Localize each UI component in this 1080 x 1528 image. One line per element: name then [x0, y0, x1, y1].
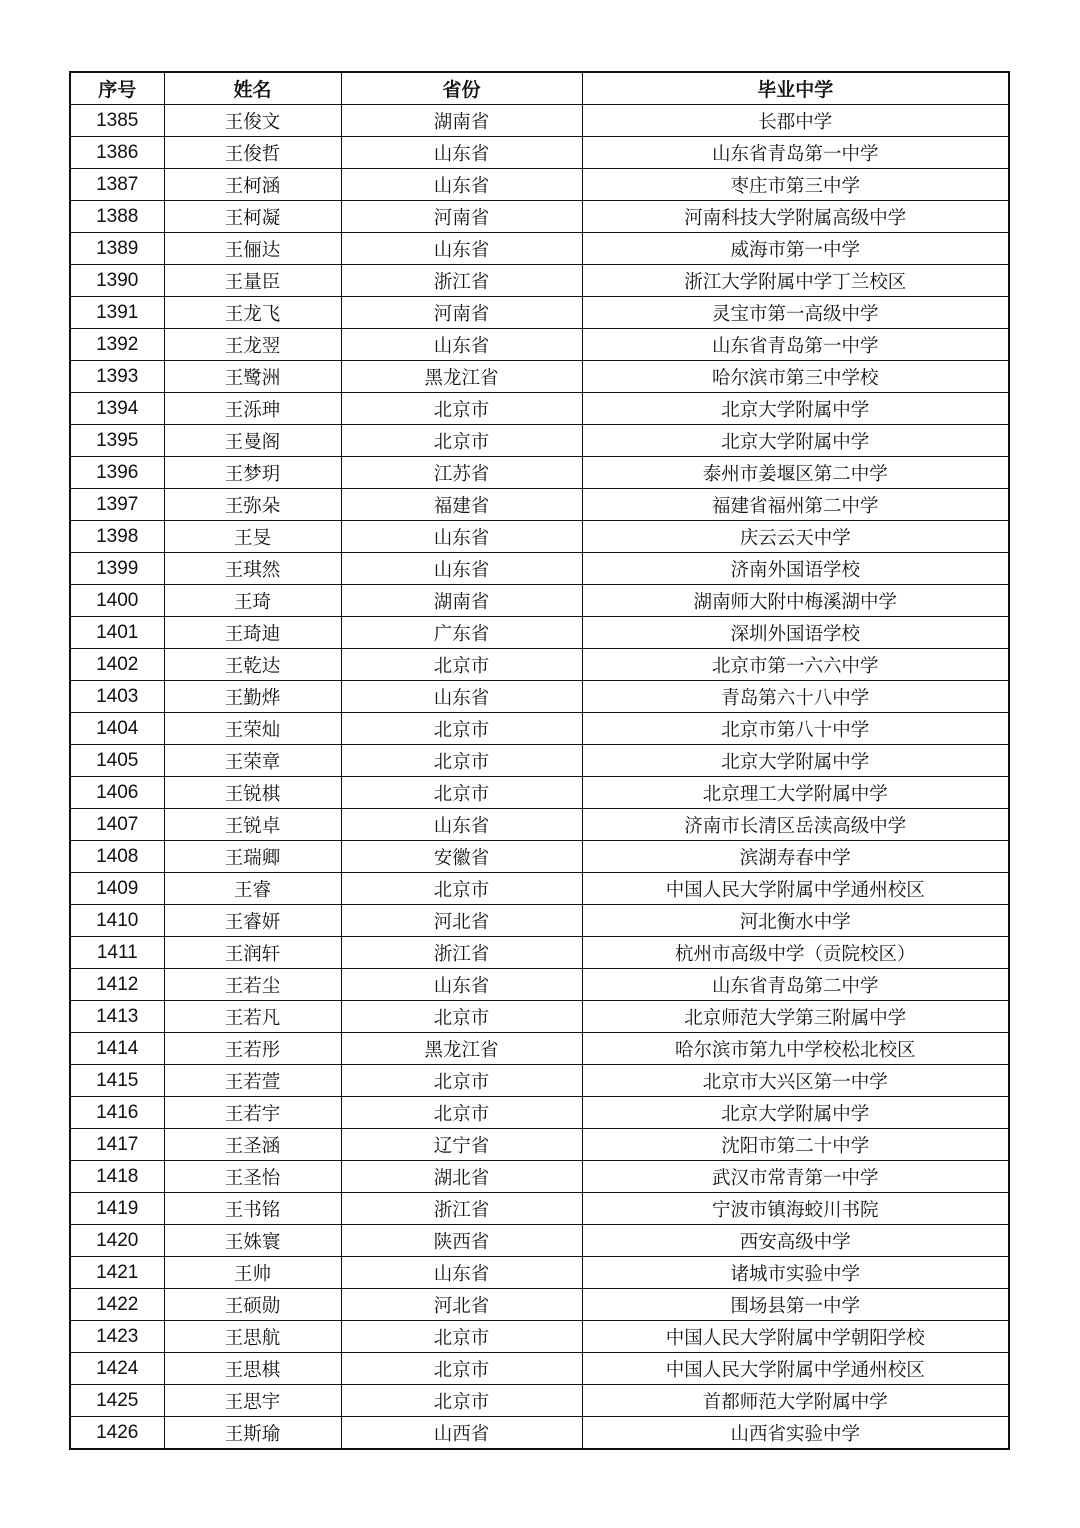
cell-serial-number: 1390	[70, 265, 164, 297]
table-row	[70, 1193, 1009, 1225]
cell-province: 浙江省	[341, 1193, 582, 1225]
cell-name: 王思航	[164, 1321, 341, 1353]
cell-serial-number: 1407	[70, 809, 164, 841]
cell-serial-number: 1411	[70, 937, 164, 969]
cell-province: 福建省	[341, 489, 582, 521]
cell-high-school: 宁波市镇海蛟川书院	[582, 1193, 1009, 1225]
cell-name: 王硕勋	[164, 1289, 341, 1321]
cell-name: 王若彤	[164, 1033, 341, 1065]
cell-province: 北京市	[341, 777, 582, 809]
cell-serial-number: 1423	[70, 1321, 164, 1353]
table-row	[70, 1129, 1009, 1161]
header-province: 省份	[341, 72, 582, 105]
cell-high-school: 福建省福州第二中学	[582, 489, 1009, 521]
cell-province: 北京市	[341, 1353, 582, 1385]
cell-high-school: 哈尔滨市第三中学校	[582, 361, 1009, 393]
cell-high-school: 山东省青岛第二中学	[582, 969, 1009, 1001]
cell-serial-number: 1399	[70, 553, 164, 585]
cell-name: 王琦	[164, 585, 341, 617]
cell-serial-number: 1394	[70, 393, 164, 425]
cell-serial-number: 1417	[70, 1129, 164, 1161]
cell-name: 王若尘	[164, 969, 341, 1001]
cell-name: 王俊哲	[164, 137, 341, 169]
cell-name: 王若萱	[164, 1065, 341, 1097]
cell-serial-number: 1400	[70, 585, 164, 617]
cell-province: 湖南省	[341, 105, 582, 137]
cell-serial-number: 1412	[70, 969, 164, 1001]
cell-serial-number: 1385	[70, 105, 164, 137]
table-row	[70, 1321, 1009, 1353]
cell-name: 王荣灿	[164, 713, 341, 745]
table-row	[70, 937, 1009, 969]
cell-high-school: 北京大学附属中学	[582, 745, 1009, 777]
cell-province: 黑龙江省	[341, 361, 582, 393]
cell-province: 河北省	[341, 905, 582, 937]
table-row	[70, 553, 1009, 585]
cell-name: 王曼阁	[164, 425, 341, 457]
cell-high-school: 中国人民大学附属中学通州校区	[582, 873, 1009, 905]
cell-serial-number: 1426	[70, 1417, 164, 1450]
table-row	[70, 233, 1009, 265]
cell-high-school: 山东省青岛第一中学	[582, 329, 1009, 361]
cell-name: 王姝寰	[164, 1225, 341, 1257]
cell-name: 王龙翌	[164, 329, 341, 361]
cell-serial-number: 1393	[70, 361, 164, 393]
cell-name: 王若宇	[164, 1097, 341, 1129]
table-header	[70, 72, 1009, 105]
cell-province: 山东省	[341, 1257, 582, 1289]
header-name: 姓名	[164, 72, 341, 105]
cell-province: 山东省	[341, 553, 582, 585]
cell-province: 河北省	[341, 1289, 582, 1321]
table-row	[70, 393, 1009, 425]
table-row	[70, 201, 1009, 233]
cell-serial-number: 1402	[70, 649, 164, 681]
cell-name: 王锐棋	[164, 777, 341, 809]
cell-province: 山东省	[341, 521, 582, 553]
cell-high-school: 浙江大学附属中学丁兰校区	[582, 265, 1009, 297]
header-high-school: 毕业中学	[582, 72, 1009, 105]
header-serial-number: 序号	[70, 72, 164, 105]
cell-province: 北京市	[341, 713, 582, 745]
cell-serial-number: 1387	[70, 169, 164, 201]
cell-serial-number: 1404	[70, 713, 164, 745]
table-row	[70, 841, 1009, 873]
cell-name: 王梦玥	[164, 457, 341, 489]
cell-name: 王若凡	[164, 1001, 341, 1033]
table-row	[70, 809, 1009, 841]
cell-name: 王柯凝	[164, 201, 341, 233]
table-row	[70, 745, 1009, 777]
cell-province: 安徽省	[341, 841, 582, 873]
cell-serial-number: 1403	[70, 681, 164, 713]
cell-serial-number: 1392	[70, 329, 164, 361]
table-row	[70, 1289, 1009, 1321]
cell-high-school: 杭州市高级中学（贡院校区）	[582, 937, 1009, 969]
cell-high-school: 山东省青岛第一中学	[582, 137, 1009, 169]
table-row	[70, 425, 1009, 457]
cell-serial-number: 1389	[70, 233, 164, 265]
table-row	[70, 105, 1009, 137]
cell-province: 山东省	[341, 137, 582, 169]
table-row	[70, 1001, 1009, 1033]
cell-name: 王量臣	[164, 265, 341, 297]
cell-serial-number: 1401	[70, 617, 164, 649]
cell-high-school: 中国人民大学附属中学通州校区	[582, 1353, 1009, 1385]
cell-province: 北京市	[341, 393, 582, 425]
cell-province: 山东省	[341, 233, 582, 265]
table-row	[70, 1097, 1009, 1129]
cell-high-school: 中国人民大学附属中学朝阳学校	[582, 1321, 1009, 1353]
cell-high-school: 湖南师大附中梅溪湖中学	[582, 585, 1009, 617]
cell-high-school: 灵宝市第一高级中学	[582, 297, 1009, 329]
cell-serial-number: 1398	[70, 521, 164, 553]
cell-high-school: 北京大学附属中学	[582, 1097, 1009, 1129]
cell-high-school: 诸城市实验中学	[582, 1257, 1009, 1289]
cell-serial-number: 1416	[70, 1097, 164, 1129]
cell-name: 王瑞卿	[164, 841, 341, 873]
cell-province: 北京市	[341, 1065, 582, 1097]
table-row	[70, 297, 1009, 329]
cell-province: 山东省	[341, 329, 582, 361]
table-row	[70, 969, 1009, 1001]
table-row	[70, 1033, 1009, 1065]
table-row	[70, 1257, 1009, 1289]
cell-province: 山东省	[341, 969, 582, 1001]
cell-name: 王乾达	[164, 649, 341, 681]
cell-province: 广东省	[341, 617, 582, 649]
cell-serial-number: 1388	[70, 201, 164, 233]
cell-serial-number: 1395	[70, 425, 164, 457]
table-row	[70, 905, 1009, 937]
cell-name: 王泺珅	[164, 393, 341, 425]
cell-serial-number: 1419	[70, 1193, 164, 1225]
cell-name: 王柯涵	[164, 169, 341, 201]
cell-name: 王圣涵	[164, 1129, 341, 1161]
cell-name: 王龙飞	[164, 297, 341, 329]
cell-name: 王勤烨	[164, 681, 341, 713]
cell-high-school: 北京理工大学附属中学	[582, 777, 1009, 809]
cell-serial-number: 1409	[70, 873, 164, 905]
cell-province: 北京市	[341, 1001, 582, 1033]
cell-province: 北京市	[341, 425, 582, 457]
cell-name: 王锐卓	[164, 809, 341, 841]
table-row	[70, 361, 1009, 393]
cell-name: 王润轩	[164, 937, 341, 969]
table-body	[70, 105, 1009, 1450]
cell-province: 浙江省	[341, 937, 582, 969]
cell-serial-number: 1421	[70, 1257, 164, 1289]
cell-serial-number: 1406	[70, 777, 164, 809]
cell-high-school: 首都师范大学附属中学	[582, 1385, 1009, 1417]
cell-serial-number: 1420	[70, 1225, 164, 1257]
student-roster-table	[69, 71, 1010, 1450]
cell-name: 王睿	[164, 873, 341, 905]
cell-high-school: 沈阳市第二十中学	[582, 1129, 1009, 1161]
cell-high-school: 滨湖寿春中学	[582, 841, 1009, 873]
cell-province: 山东省	[341, 681, 582, 713]
cell-name: 王俊文	[164, 105, 341, 137]
cell-high-school: 西安高级中学	[582, 1225, 1009, 1257]
cell-province: 北京市	[341, 1097, 582, 1129]
table-row	[70, 681, 1009, 713]
cell-serial-number: 1391	[70, 297, 164, 329]
table-row	[70, 1417, 1009, 1450]
cell-high-school: 济南市长清区岳渎高级中学	[582, 809, 1009, 841]
cell-serial-number: 1408	[70, 841, 164, 873]
cell-high-school: 枣庄市第三中学	[582, 169, 1009, 201]
cell-serial-number: 1410	[70, 905, 164, 937]
cell-high-school: 围场县第一中学	[582, 1289, 1009, 1321]
cell-name: 王思棋	[164, 1353, 341, 1385]
cell-name: 王俪达	[164, 233, 341, 265]
table-row	[70, 265, 1009, 297]
table-row	[70, 169, 1009, 201]
header-row	[70, 72, 1009, 105]
cell-serial-number: 1397	[70, 489, 164, 521]
cell-serial-number: 1422	[70, 1289, 164, 1321]
cell-name: 王旻	[164, 521, 341, 553]
table-row	[70, 457, 1009, 489]
table-row	[70, 1353, 1009, 1385]
cell-high-school: 济南外国语学校	[582, 553, 1009, 585]
cell-serial-number: 1396	[70, 457, 164, 489]
cell-province: 北京市	[341, 873, 582, 905]
cell-high-school: 山西省实验中学	[582, 1417, 1009, 1450]
cell-serial-number: 1424	[70, 1353, 164, 1385]
table-row	[70, 137, 1009, 169]
cell-province: 山东省	[341, 809, 582, 841]
cell-province: 北京市	[341, 745, 582, 777]
cell-serial-number: 1418	[70, 1161, 164, 1193]
table-row	[70, 713, 1009, 745]
cell-province: 江苏省	[341, 457, 582, 489]
cell-serial-number: 1386	[70, 137, 164, 169]
cell-name: 王斯瑜	[164, 1417, 341, 1450]
cell-province: 北京市	[341, 1385, 582, 1417]
cell-high-school: 武汉市常青第一中学	[582, 1161, 1009, 1193]
table-row	[70, 873, 1009, 905]
cell-name: 王弥朵	[164, 489, 341, 521]
cell-serial-number: 1413	[70, 1001, 164, 1033]
table-row	[70, 489, 1009, 521]
table-row	[70, 617, 1009, 649]
cell-name: 王帅	[164, 1257, 341, 1289]
cell-high-school: 北京市第八十中学	[582, 713, 1009, 745]
cell-high-school: 青岛第六十八中学	[582, 681, 1009, 713]
cell-high-school: 北京市第一六六中学	[582, 649, 1009, 681]
cell-high-school: 北京师范大学第三附属中学	[582, 1001, 1009, 1033]
cell-serial-number: 1405	[70, 745, 164, 777]
cell-province: 辽宁省	[341, 1129, 582, 1161]
table-row	[70, 1225, 1009, 1257]
cell-province: 湖北省	[341, 1161, 582, 1193]
cell-high-school: 威海市第一中学	[582, 233, 1009, 265]
cell-high-school: 河北衡水中学	[582, 905, 1009, 937]
cell-name: 王荣章	[164, 745, 341, 777]
cell-serial-number: 1425	[70, 1385, 164, 1417]
cell-province: 山东省	[341, 169, 582, 201]
cell-high-school: 北京市大兴区第一中学	[582, 1065, 1009, 1097]
cell-province: 湖南省	[341, 585, 582, 617]
table-row	[70, 1385, 1009, 1417]
cell-name: 王琦迪	[164, 617, 341, 649]
cell-serial-number: 1414	[70, 1033, 164, 1065]
cell-province: 浙江省	[341, 265, 582, 297]
cell-province: 河南省	[341, 297, 582, 329]
cell-high-school: 河南科技大学附属高级中学	[582, 201, 1009, 233]
cell-province: 山西省	[341, 1417, 582, 1450]
cell-high-school: 北京大学附属中学	[582, 425, 1009, 457]
cell-name: 王书铭	[164, 1193, 341, 1225]
cell-name: 王鹭洲	[164, 361, 341, 393]
cell-high-school: 深圳外国语学校	[582, 617, 1009, 649]
table-row	[70, 521, 1009, 553]
cell-high-school: 哈尔滨市第九中学校松北校区	[582, 1033, 1009, 1065]
table-row	[70, 777, 1009, 809]
cell-province: 陕西省	[341, 1225, 582, 1257]
table-row	[70, 1161, 1009, 1193]
table-row	[70, 329, 1009, 361]
cell-name: 王圣怡	[164, 1161, 341, 1193]
cell-name: 王琪然	[164, 553, 341, 585]
cell-name: 王思宇	[164, 1385, 341, 1417]
cell-serial-number: 1415	[70, 1065, 164, 1097]
cell-province: 北京市	[341, 1321, 582, 1353]
cell-province: 河南省	[341, 201, 582, 233]
cell-name: 王睿妍	[164, 905, 341, 937]
cell-high-school: 泰州市姜堰区第二中学	[582, 457, 1009, 489]
table-row	[70, 1065, 1009, 1097]
cell-province: 黑龙江省	[341, 1033, 582, 1065]
table-row	[70, 585, 1009, 617]
table-row	[70, 649, 1009, 681]
cell-province: 北京市	[341, 649, 582, 681]
cell-high-school: 庆云云天中学	[582, 521, 1009, 553]
cell-high-school: 北京大学附属中学	[582, 393, 1009, 425]
cell-high-school: 长郡中学	[582, 105, 1009, 137]
